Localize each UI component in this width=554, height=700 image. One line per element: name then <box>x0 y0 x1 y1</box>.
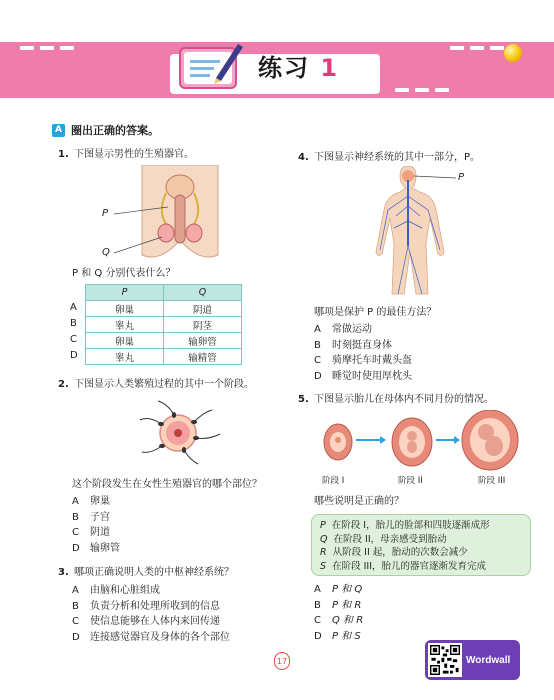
statement <box>320 519 522 533</box>
option[interactable] <box>314 629 363 645</box>
q1-answer-table <box>85 284 242 365</box>
option-key: D <box>72 542 80 554</box>
table-cell: 睾丸 <box>86 317 164 333</box>
option-key[interactable]: A <box>70 302 77 313</box>
option-text: 骑摩托车时戴头盔 <box>332 355 412 366</box>
q5-number: 5. <box>298 394 309 405</box>
option-text: 睡觉时使用厚枕头 <box>332 370 412 382</box>
page-number: 17 <box>274 652 290 670</box>
fertilization-diagram <box>128 398 228 468</box>
option-text: 连接感觉器官及身体的各个部位 <box>90 631 230 643</box>
q1-number: 1. <box>58 149 69 160</box>
q4-prompt: 哪项是保护 P 的最佳方法？ <box>314 307 437 318</box>
option-text: P 和 S <box>332 630 361 642</box>
q3-options <box>72 583 230 645</box>
option-text: P 和 R <box>332 599 362 611</box>
statement-key: S <box>320 560 327 572</box>
option-text: 由脑和心脏组成 <box>90 585 160 596</box>
q2-options <box>72 494 120 556</box>
q3-text: 哪项正确说明人类的中枢神经系统？ <box>74 567 234 578</box>
statement <box>320 560 522 574</box>
page-title <box>258 48 339 83</box>
table-cell: 阴茎 <box>164 317 242 333</box>
option-key: B <box>72 511 79 523</box>
option[interactable] <box>72 510 120 526</box>
q4-options <box>314 322 412 384</box>
option-key[interactable]: D <box>70 350 78 361</box>
section-instruction: 圈出正确的答案。 <box>71 124 159 137</box>
option-text: 卵巢 <box>90 496 110 507</box>
option-key: D <box>314 630 322 642</box>
yellow-ball-icon <box>504 44 522 62</box>
option-text: 时刻挺直身体 <box>332 339 392 351</box>
table-cell: 输卵管 <box>164 333 242 349</box>
stage-label: 阶段 III <box>478 476 506 486</box>
option[interactable] <box>314 338 412 354</box>
statement-key: Q <box>320 533 328 545</box>
table-header-q: Q <box>164 285 242 301</box>
q1-label-p: P <box>102 208 109 219</box>
option[interactable] <box>72 541 120 557</box>
q2-prompt: 这个阶段发生在女性生殖器官的哪个部位？ <box>72 479 262 490</box>
table-cell: 卵巢 <box>86 301 164 317</box>
option[interactable] <box>72 614 230 630</box>
option-text: 输卵管 <box>90 542 120 554</box>
q1-option-keys <box>70 300 78 364</box>
option-key: B <box>314 339 321 351</box>
option-key: D <box>314 370 322 382</box>
option-text: 常做运动 <box>332 324 372 335</box>
q4-label-p: P <box>458 172 465 183</box>
option-key: D <box>72 631 80 643</box>
q4-number: 4. <box>298 152 309 163</box>
q1-prompt: P 和 Q 分别代表什么？ <box>72 268 176 279</box>
table-cell: 睾丸 <box>86 349 164 365</box>
notepad-pen-icon <box>178 38 244 92</box>
q3-number: 3. <box>58 567 69 578</box>
option-key: C <box>314 355 321 366</box>
option-key: A <box>314 584 321 595</box>
option-key: C <box>72 616 79 627</box>
option-key: C <box>72 527 79 538</box>
option[interactable] <box>314 582 363 598</box>
nervous-system-diagram <box>360 166 470 296</box>
option-key: A <box>72 496 79 507</box>
q5-statements-box <box>311 514 531 576</box>
title-label: 练习 <box>258 53 310 82</box>
option-key: A <box>72 585 79 596</box>
option[interactable] <box>72 525 120 541</box>
option-key: C <box>314 615 321 626</box>
fetus-stages-diagram <box>316 410 526 472</box>
stage-label: 阶段 II <box>398 476 423 486</box>
table-cell: 阴道 <box>164 301 242 317</box>
option-text: Q 和 R <box>332 615 364 626</box>
section-header <box>52 122 159 138</box>
q5-options <box>314 582 363 644</box>
statement-text: 在阶段 II，母亲感受到胎动 <box>333 533 447 545</box>
option-key: B <box>314 599 321 611</box>
q2-text: 下图显示人类繁殖过程的其中一个阶段。 <box>74 379 254 390</box>
table-header-p: P <box>86 285 164 301</box>
option-text: 使信息能够在人体内来回传递 <box>90 616 220 627</box>
q1-label-q: Q <box>102 247 110 258</box>
page-header <box>178 38 339 92</box>
statement-key: P <box>320 520 326 531</box>
option[interactable] <box>72 599 230 615</box>
option[interactable] <box>72 630 230 646</box>
statement-text: 从阶段 II 起，胎动的次数会减少 <box>332 547 468 558</box>
option[interactable] <box>314 613 363 629</box>
option-key[interactable]: C <box>70 334 77 345</box>
table-cell: 卵巢 <box>86 333 164 349</box>
option-text: 负责分析和处理所收到的信息 <box>90 600 220 612</box>
banner-dashes-left <box>20 46 74 50</box>
q5-text: 下图显示胎儿在母体内不同月份的情况。 <box>314 394 494 405</box>
option-key: A <box>314 324 321 335</box>
statement-key: R <box>320 547 327 558</box>
option[interactable] <box>72 494 120 510</box>
wordwall-label: Wordwall <box>466 654 511 666</box>
stage-label: 阶段 I <box>322 476 345 486</box>
banner-dashes-bottom <box>395 88 449 92</box>
option[interactable] <box>314 353 412 369</box>
q1-text: 下图显示男性的生殖器官。 <box>74 149 194 160</box>
banner-dashes-right <box>450 46 504 50</box>
q2-number: 2. <box>58 379 69 390</box>
section-badge: A <box>52 124 65 137</box>
qr-code-icon <box>428 643 462 677</box>
option[interactable] <box>314 598 363 614</box>
option-key: B <box>72 600 79 612</box>
option-text: 阴道 <box>90 527 110 538</box>
option-text: 子宫 <box>90 511 110 523</box>
option[interactable] <box>314 322 412 338</box>
q4-text: 下图显示神经系统的其中一部分，P。 <box>314 152 481 163</box>
option-key[interactable]: B <box>70 318 77 329</box>
statement <box>320 533 522 547</box>
male-reproductive-diagram <box>100 165 260 265</box>
statement <box>320 546 522 560</box>
statement-text: 在阶段 III，胎儿的器官逐渐发育完成 <box>332 560 487 572</box>
option[interactable] <box>314 369 412 385</box>
wordwall-badge[interactable] <box>425 640 520 680</box>
statement-text: 在阶段 I，胎儿的脸部和四肢逐渐成形 <box>331 520 490 531</box>
title-number: 1 <box>320 53 340 82</box>
option[interactable] <box>72 583 230 599</box>
q5-prompt: 哪些说明是正确的？ <box>314 496 404 507</box>
table-cell: 输精管 <box>164 349 242 365</box>
option-text: P 和 Q <box>332 584 363 595</box>
